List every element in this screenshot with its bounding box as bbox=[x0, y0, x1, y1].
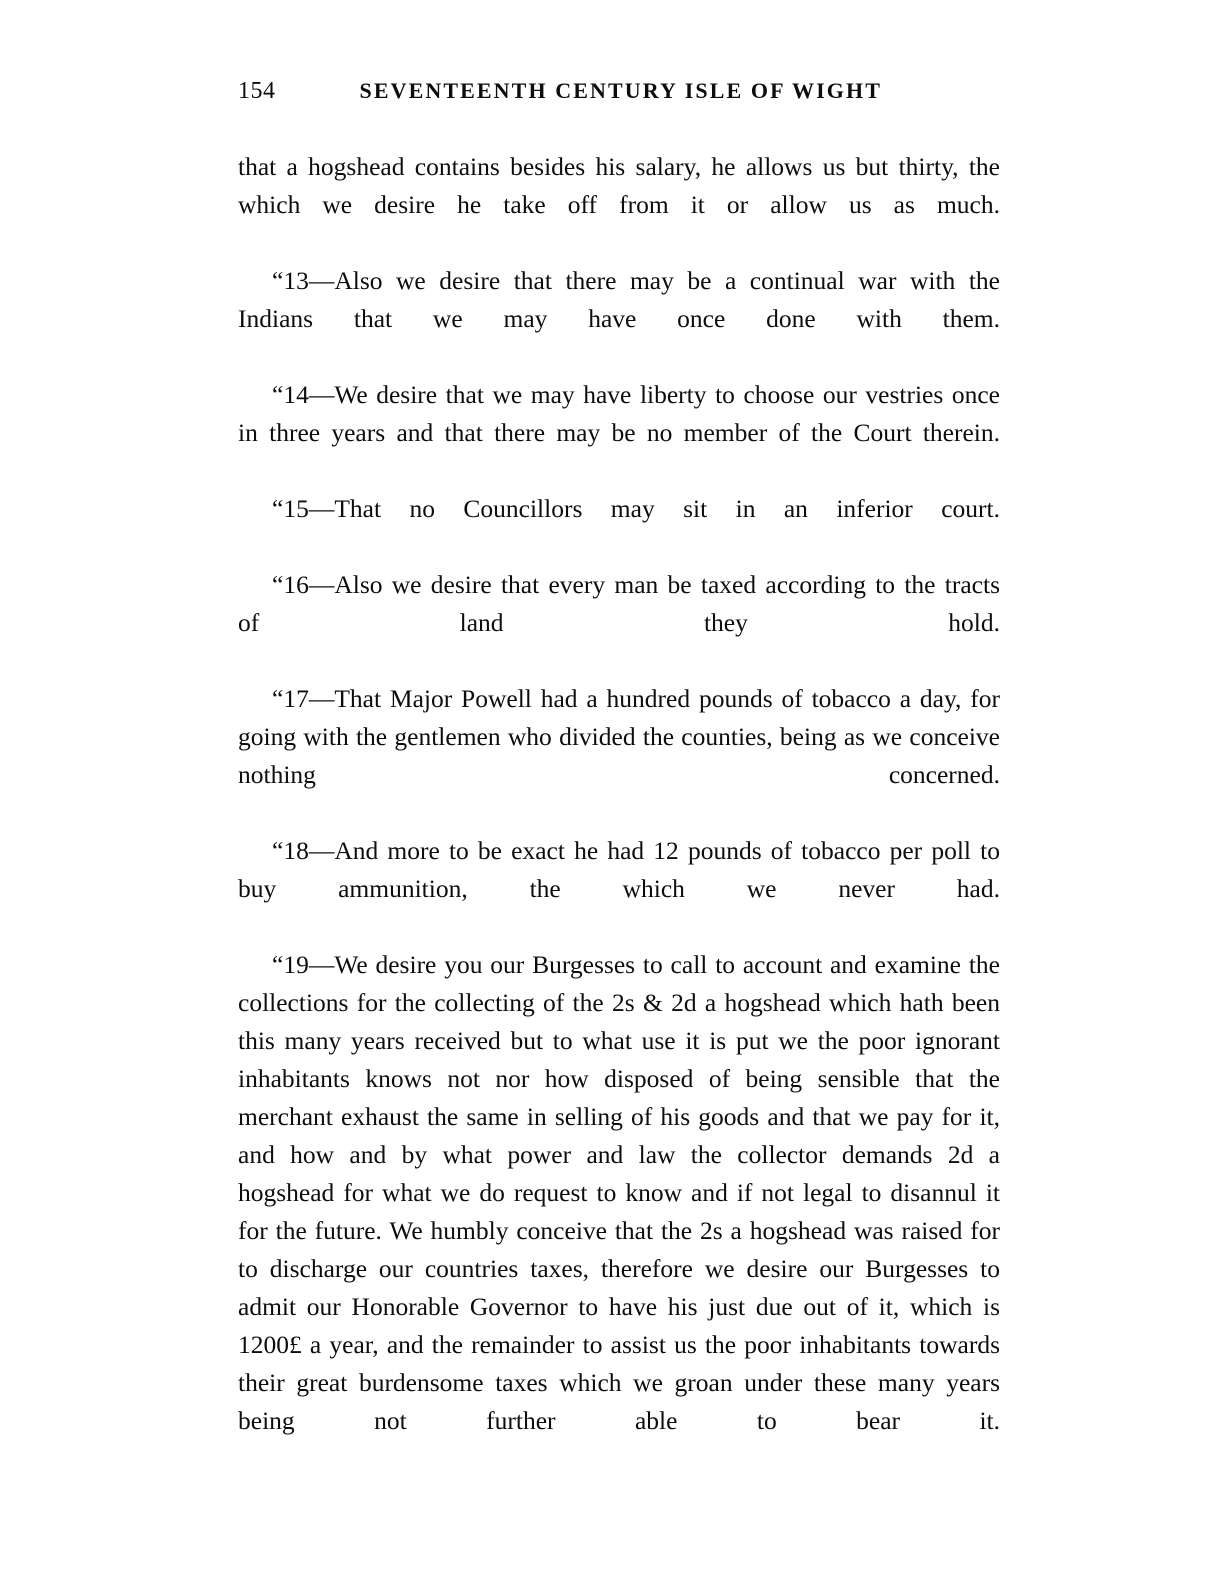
paragraph: “19—We desire you our Burgesses to call to account and examine the collections for the collecting of the 2s & 2d a hogshead which hath been this many years received but to what use it is put we the poor ignorant inhabitants knows not nor how disposed of being sensible that the merchant exhaust the same in selling of his goods and that we pay for it, and how and by what power and law the collector demands 2d a hogshead for what we do request to know and if not legal to disannul it for the future. We humbly conceive that the 2s a hogshead was raised for to discharge our countries taxes, therefore we desire our Burgesses to admit our Honorable Governor to have his just due out of it, which is 1200£ a year, and the remainder to assist us the poor inhabitants towards their great burdensome taxes which we groan under these many years being not further able to bear it. bbox=[238, 950, 1000, 1435]
paragraph: “14—We desire that we may have liberty to choose our vestries once in three years and that there may be no member of the Court therein. bbox=[238, 380, 1000, 447]
paragraph: “16—Also we desire that every man be taxed according to the tracts of land they hold. bbox=[238, 570, 1000, 637]
paragraph: “13—Also we desire that there may be a continual war with the Indians that we may have once done with them. bbox=[238, 266, 1000, 333]
paragraph: “15—That no Councillors may sit in an inferior court. bbox=[272, 494, 1000, 523]
running-head-title: SEVENTEENTH CENTURY ISLE OF WIGHT bbox=[359, 78, 882, 103]
body-text-column bbox=[238, 148, 1000, 1478]
running-head bbox=[238, 78, 1000, 105]
paragraph: “18—And more to be exact he had 12 pounds of tobacco per poll to buy ammunition, the which we never had. bbox=[238, 836, 1000, 903]
page-number: 154 bbox=[238, 78, 276, 104]
paragraph: “17—That Major Powell had a hundred pounds of tobacco a day, for going with the gentlemen who divided the counties, being as we conceive nothing concerned. bbox=[238, 684, 1000, 789]
paragraph: that a hogshead contains besides his salary, he allows us but thirty, the which we desire he take off from it or allow us as much. bbox=[238, 152, 1000, 219]
